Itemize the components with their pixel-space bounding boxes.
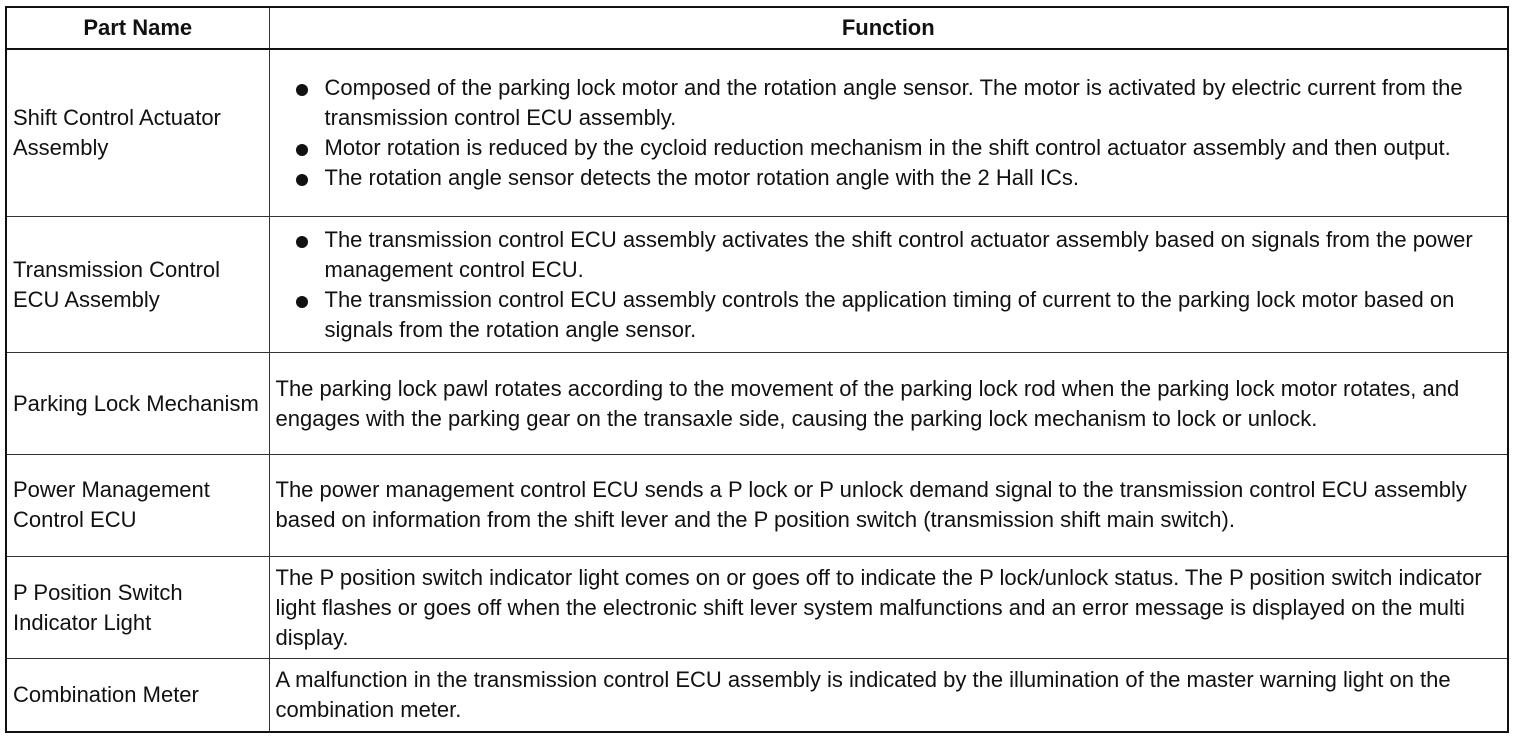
table-row <box>6 353 1508 454</box>
bullet-item <box>276 163 1502 193</box>
bullet-icon <box>296 144 308 156</box>
table-row <box>6 216 1508 352</box>
bullet-item <box>276 73 1502 133</box>
table-row <box>6 556 1508 658</box>
bullet-item <box>276 225 1502 285</box>
table-row <box>6 454 1508 556</box>
function-cell: The power management control ECU sends a P lock or P unlock demand signal to the transmission control ECU assembly based on information from the shift lever and the P position switch (transmission shift main switch). <box>269 454 1508 556</box>
function-cell: A malfunction in the transmission control ECU assembly is indicated by the illumination of the master warning light on the combination meter. <box>269 659 1508 732</box>
bullet-item <box>276 133 1502 163</box>
bullet-text: Composed of the parking lock motor and the rotation angle sensor. The motor is activated by electric current from the transmission control ECU assembly. <box>324 74 1463 130</box>
function-cell <box>269 49 1508 216</box>
parts-function-table <box>5 6 1509 733</box>
bullet-icon <box>296 174 308 186</box>
part-name-cell: P Position Switch Indicator Light <box>6 556 269 658</box>
bullet-icon <box>296 84 308 96</box>
bullet-text: Motor rotation is reduced by the cycloid reduction mechanism in the shift control actuator assembly and then output. <box>324 134 1451 160</box>
function-cell: The P position switch indicator light comes on or goes off to indicate the P lock/unlock status. The P position switch indicator light flashes or goes off when the electronic shift lever system malfunctions and an error message is displayed on the multi display. <box>269 556 1508 658</box>
table-header-row <box>6 7 1508 49</box>
bullet-text: The rotation angle sensor detects the motor rotation angle with the 2 Hall ICs. <box>324 164 1080 190</box>
table-row <box>6 659 1508 732</box>
bullet-item <box>276 285 1502 345</box>
table-row <box>6 49 1508 216</box>
function-cell <box>269 216 1508 352</box>
bullet-icon <box>296 236 308 248</box>
function-cell: The parking lock pawl rotates according to the movement of the parking lock rod when the parking lock motor rotates, and engages with the parking gear on the transaxle side, causing the parking lock mechanism to lock or unlock. <box>269 353 1508 454</box>
bullet-icon <box>296 296 308 308</box>
part-name-cell: Parking Lock Mechanism <box>6 353 269 454</box>
part-name-cell: Power Management Control ECU <box>6 454 269 556</box>
part-name-cell: Transmission Control ECU Assembly <box>6 216 269 352</box>
part-name-cell: Shift Control Actuator Assembly <box>6 49 269 216</box>
header-function: Function <box>269 7 1508 49</box>
header-part-name: Part Name <box>6 7 269 49</box>
bullet-text: The transmission control ECU assembly activates the shift control actuator assembly based on signals from the power management control ECU. <box>324 226 1473 282</box>
bullet-text: The transmission control ECU assembly controls the application timing of current to the parking lock motor based on signals from the rotation angle sensor. <box>324 286 1455 342</box>
bullet-list <box>276 73 1502 193</box>
part-name-cell: Combination Meter <box>6 659 269 732</box>
bullet-list <box>276 225 1502 345</box>
